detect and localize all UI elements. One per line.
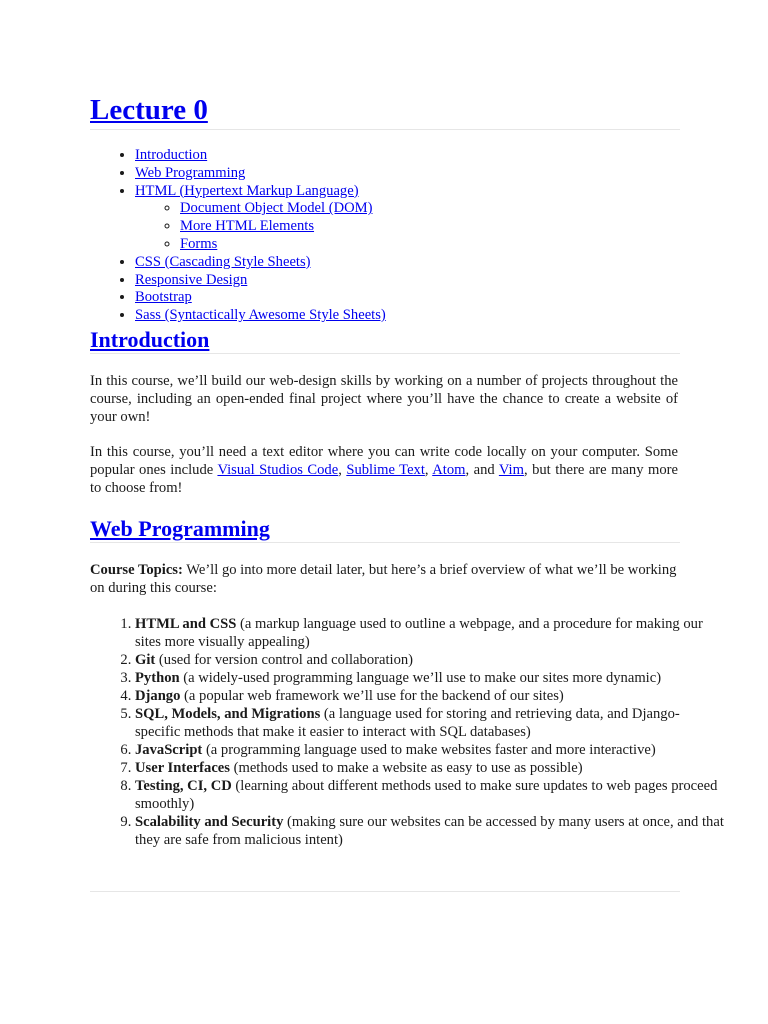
course-topics-list bbox=[90, 615, 725, 849]
web-programming-divider bbox=[90, 542, 680, 543]
footer-divider bbox=[90, 891, 680, 892]
table-of-contents bbox=[90, 147, 386, 325]
toc-link-more-html-elements[interactable]: More HTML Elements bbox=[180, 218, 315, 235]
topic-name: Django bbox=[135, 688, 181, 704]
topic-name: Python bbox=[135, 670, 180, 686]
list-item bbox=[135, 687, 725, 705]
list-item bbox=[135, 777, 725, 813]
introduction-paragraph-2 bbox=[90, 443, 678, 497]
toc-html-sublist bbox=[135, 200, 386, 253]
course-topics-paragraph bbox=[90, 561, 678, 597]
topic-description: (a language used for storing and retrieving data, and Django-specific methods that make it easier to interact with SQL databases) bbox=[135, 706, 680, 740]
toc-link-css[interactable]: CSS (Cascading Style Sheets) bbox=[135, 253, 311, 270]
toc-link-html[interactable]: HTML (Hypertext Markup Language) bbox=[135, 182, 359, 199]
toc-item-bootstrap bbox=[135, 289, 386, 307]
introduction-paragraph-1: In this course, we’ll build our web-design skills by working on a number of projects throughout the course, including an open-ended final project where you’ll have the chance to create a website of your own! bbox=[90, 373, 678, 425]
list-item bbox=[135, 651, 725, 669]
topic-name: Git bbox=[135, 652, 156, 668]
para2-separator: , bbox=[424, 462, 433, 478]
toc-subitem-forms bbox=[180, 236, 386, 254]
topic-description: (a widely-used programming language we’ll use to make our sites more dynamic) bbox=[179, 670, 662, 686]
link-visual-studios-code[interactable]: Visual Studios Code bbox=[217, 462, 339, 478]
toc-item-sass bbox=[135, 307, 386, 325]
page-title[interactable] bbox=[90, 92, 208, 128]
toc-link-dom[interactable]: Document Object Model (DOM) bbox=[180, 200, 373, 217]
topic-name: Scalability and Security bbox=[135, 814, 284, 830]
introduction-heading-link[interactable]: Introduction bbox=[90, 327, 210, 352]
lecture-title-link[interactable]: Lecture 0 bbox=[90, 94, 208, 126]
web-programming-heading-link[interactable]: Web Programming bbox=[90, 516, 270, 541]
link-atom[interactable]: Atom bbox=[432, 462, 466, 478]
list-item bbox=[135, 813, 725, 849]
para2-start-text: In this course, you’ll need a text editor where you can write code locally on your computer. Some popular ones include bbox=[90, 444, 678, 478]
course-topics-label: Course Topics: bbox=[90, 562, 183, 578]
toc-link-sass[interactable]: Sass (Syntactically Awesome Style Sheets) bbox=[135, 307, 386, 324]
web-programming-heading[interactable] bbox=[90, 515, 270, 543]
link-vim[interactable]: Vim bbox=[498, 462, 524, 478]
toc-item-web-programming bbox=[135, 165, 386, 183]
list-item bbox=[135, 759, 725, 777]
topic-description: (used for version control and collaboration) bbox=[155, 652, 414, 668]
list-item bbox=[135, 669, 725, 687]
topic-description: (a programming language used to make websites faster and more interactive) bbox=[202, 742, 656, 758]
topic-name: HTML and CSS bbox=[135, 616, 237, 632]
toc-subitem-more-html bbox=[180, 218, 386, 236]
toc-subitem-dom bbox=[180, 200, 386, 218]
topic-description: (a popular web framework we’ll use for the backend of our sites) bbox=[180, 688, 564, 704]
toc-link-bootstrap[interactable]: Bootstrap bbox=[135, 289, 192, 306]
topic-name: Testing, CI, CD bbox=[135, 778, 232, 794]
toc-item-introduction bbox=[135, 147, 386, 165]
para2-separator: , and bbox=[465, 462, 499, 478]
link-sublime-text[interactable]: Sublime Text bbox=[346, 462, 425, 478]
list-item bbox=[135, 705, 725, 741]
topic-description: (methods used to make a website as easy to use as possible) bbox=[229, 760, 583, 776]
topic-description: (a markup language used to outline a webpage, and a procedure for making our sites more visually appealing) bbox=[135, 616, 703, 650]
toc-item-css bbox=[135, 254, 386, 272]
toc-link-responsive-design[interactable]: Responsive Design bbox=[135, 271, 248, 288]
topic-name: JavaScript bbox=[135, 742, 203, 758]
topic-description: (learning about different methods used to make sure updates to web pages proceed smoothly) bbox=[135, 778, 718, 812]
toc-item-responsive-design bbox=[135, 272, 386, 290]
toc-link-forms[interactable]: Forms bbox=[180, 235, 218, 252]
course-topics-text: We’ll go into more detail later, but here’s a brief overview of what we’ll be working on during this course: bbox=[90, 562, 677, 596]
toc-link-web-programming[interactable]: Web Programming bbox=[135, 164, 246, 181]
list-item bbox=[135, 741, 725, 759]
para2-separator: , bbox=[338, 462, 347, 478]
toc-item-html bbox=[135, 183, 386, 254]
topic-name: User Interfaces bbox=[135, 760, 230, 776]
para2-end-text: , but there are many more to choose from! bbox=[90, 462, 678, 496]
introduction-divider bbox=[90, 353, 680, 354]
introduction-heading[interactable] bbox=[90, 326, 209, 354]
topic-description: (making sure our websites can be accessed by many users at once, and that they are safe from malicious intent) bbox=[135, 814, 724, 848]
list-item bbox=[135, 615, 725, 651]
toc-link-introduction[interactable]: Introduction bbox=[135, 147, 208, 163]
topic-name: SQL, Models, and Migrations bbox=[135, 706, 321, 722]
title-divider bbox=[90, 129, 680, 130]
